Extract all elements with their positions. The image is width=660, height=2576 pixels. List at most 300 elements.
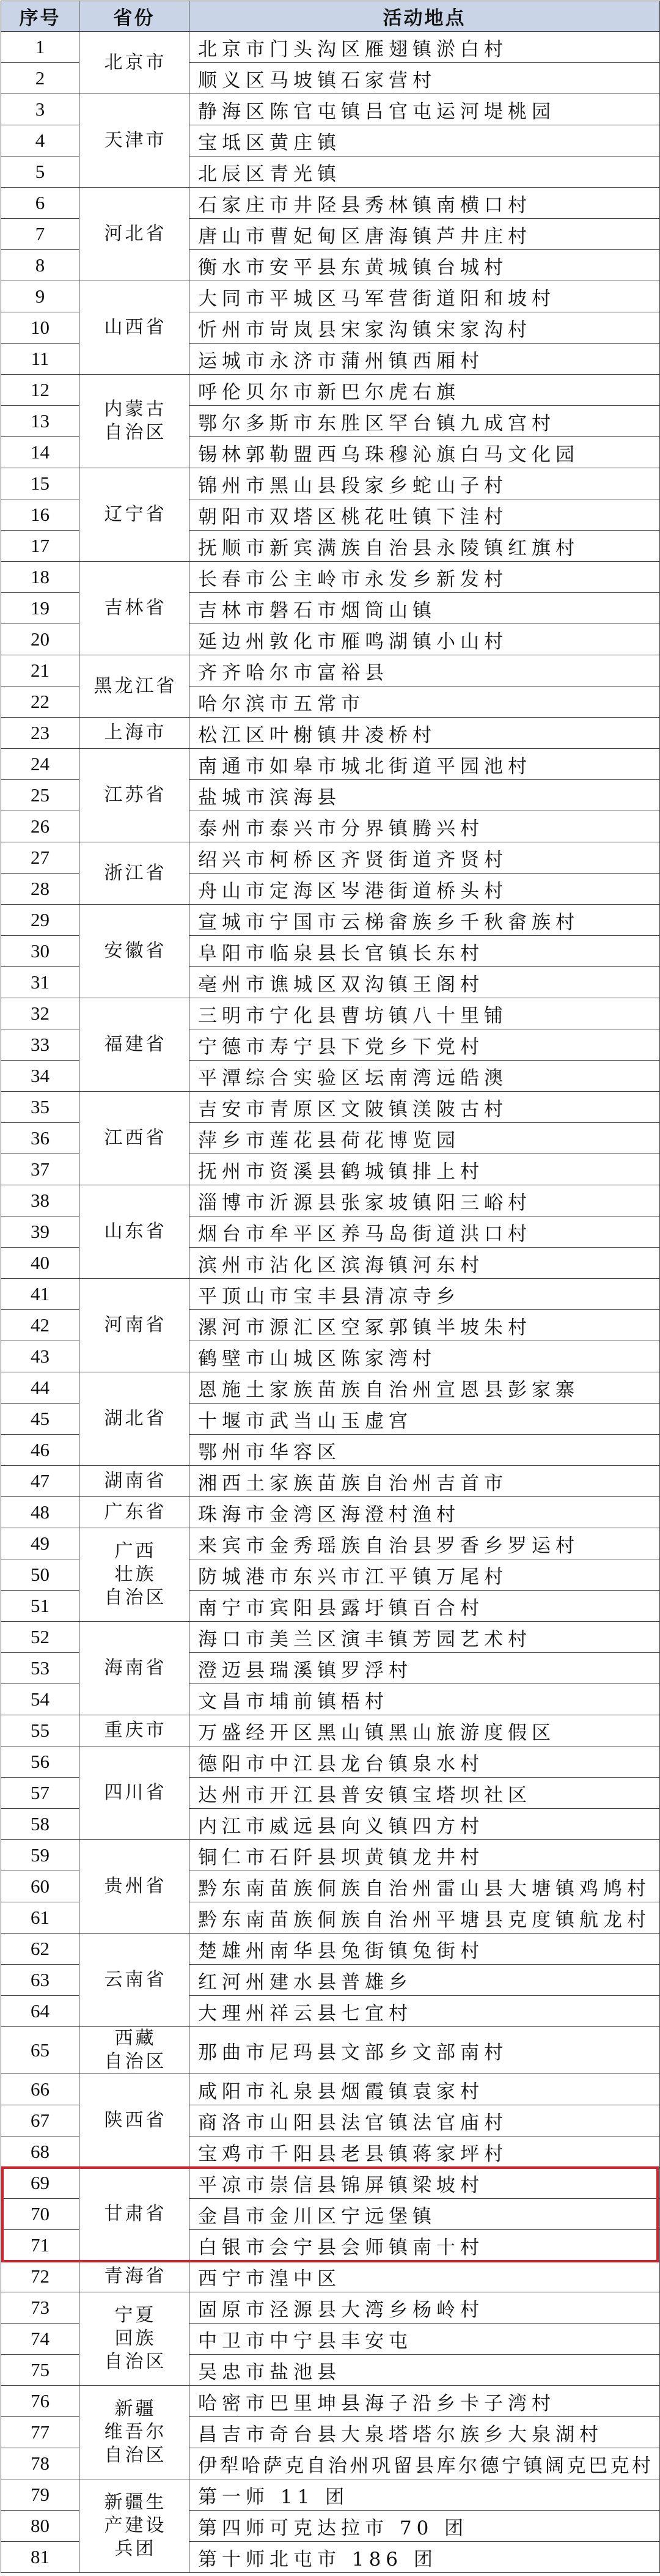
table-row <box>1 2027 660 2074</box>
province-name: 自治区 <box>104 2051 167 2072</box>
location-cell <box>189 749 660 780</box>
location-cell <box>189 1965 660 1996</box>
province-name: 自治区 <box>104 422 167 443</box>
activity-locations-table <box>1 1 660 2573</box>
activity-location: 盐城市滨海县 <box>198 786 341 809</box>
location-cell <box>189 437 660 468</box>
row-number: 7 <box>1 219 79 250</box>
row-number: 35 <box>1 1092 79 1123</box>
province-name: 广东省 <box>104 1501 167 1523</box>
province-name: 四川省 <box>104 1782 167 1803</box>
activity-location: 黔东南苗族侗族自治州雷山县大塘镇鸡鸠村 <box>198 1877 651 1900</box>
activity-location: 呼伦贝尔市新巴尔虎右旗 <box>198 381 460 403</box>
table-row <box>1 281 660 312</box>
location-cell <box>189 1466 660 1497</box>
activity-location: 金昌市金川区宁远堡镇 <box>198 2205 436 2228</box>
activity-location: 鄂尔多斯市东胜区罕台镇九成宫村 <box>198 412 556 435</box>
row-number: 71 <box>1 2230 79 2261</box>
location-cell <box>189 1279 660 1310</box>
province-cell <box>79 1934 189 2027</box>
province-cell <box>79 2074 189 2168</box>
activity-location: 那曲市尼玛县文部乡文部南村 <box>198 2041 508 2064</box>
location-cell <box>189 1404 660 1435</box>
province-name: 西藏 <box>114 2028 156 2049</box>
activity-location: 恩施土家族苗族自治州宣恩县彭家寨 <box>198 1378 579 1401</box>
location-cell <box>189 2479 660 2511</box>
location-cell <box>189 593 660 624</box>
activity-location: 达州市开江县普安镇宝塔坝社区 <box>198 1784 532 1806</box>
activity-locations-table-container <box>0 1 660 2573</box>
activity-location: 咸阳市礼泉县烟霞镇袁家村 <box>198 2080 484 2103</box>
row-number: 66 <box>1 2074 79 2105</box>
row-number: 34 <box>1 1061 79 1092</box>
row-number: 52 <box>1 1622 79 1653</box>
province-cell <box>79 32 189 94</box>
table-row <box>1 1715 660 1746</box>
province-name: 维吾尔 <box>104 2421 167 2443</box>
table-row <box>1 1466 660 1497</box>
location-cell <box>189 811 660 842</box>
activity-location: 珠海市金湾区海澄村渔村 <box>198 1503 460 1526</box>
row-number: 76 <box>1 2386 79 2417</box>
row-number: 48 <box>1 1497 79 1528</box>
row-number: 49 <box>1 1528 79 1559</box>
row-number: 23 <box>1 718 79 749</box>
activity-location: 长春市公主岭市永发乡新发村 <box>198 568 508 591</box>
row-number: 12 <box>1 375 79 406</box>
location-cell <box>189 1248 660 1279</box>
activity-location: 固原市泾源县大湾乡杨岭村 <box>198 2298 484 2321</box>
row-number: 24 <box>1 749 79 780</box>
activity-location: 宁德市寿宁县下党乡下党村 <box>198 1036 484 1058</box>
row-number: 51 <box>1 1591 79 1622</box>
activity-location: 黔东南苗族侗族自治州平塘县克度镇航龙村 <box>198 1908 651 1931</box>
location-cell <box>189 1840 660 1871</box>
activity-location: 澄迈县瑞溪镇罗浮村 <box>198 1659 413 1682</box>
activity-location: 第十师北屯市 186 团 <box>198 2548 438 2570</box>
province-name: 宁夏 <box>114 2305 156 2326</box>
table-row <box>1 1622 660 1653</box>
activity-location: 大理州祥云县七宜村 <box>198 2002 413 2025</box>
activity-location: 楚雄州南华县兔街镇兔街村 <box>198 1940 484 1962</box>
row-number: 13 <box>1 406 79 437</box>
province-name: 新疆 <box>114 2398 156 2420</box>
province-name: 云南省 <box>104 1969 167 1990</box>
province-cell <box>79 1092 189 1185</box>
row-number: 41 <box>1 1279 79 1310</box>
province-cell <box>79 562 189 655</box>
row-number: 26 <box>1 811 79 842</box>
row-number: 46 <box>1 1435 79 1466</box>
activity-location: 烟台市牟平区养马岛街道洪口村 <box>198 1223 532 1245</box>
location-cell <box>189 2417 660 2448</box>
table-row <box>1 1092 660 1123</box>
province-name: 海南省 <box>104 1657 167 1679</box>
activity-location: 吉林市磐石市烟筒山镇 <box>198 599 436 622</box>
location-cell <box>189 624 660 655</box>
location-cell <box>189 2027 660 2074</box>
location-cell <box>189 219 660 250</box>
activity-location: 萍乡市莲花县荷花博览园 <box>198 1129 460 1152</box>
province-name: 天津市 <box>104 130 167 151</box>
activity-location: 泰州市泰兴市分界镇腾兴村 <box>198 817 484 840</box>
province-cell <box>79 1840 189 1934</box>
activity-location: 大同市平城区马军营街道阳和坡村 <box>198 287 556 310</box>
activity-location: 唐山市曹妃甸区唐海镇芦井庄村 <box>198 225 532 248</box>
province-cell <box>79 842 189 905</box>
activity-location: 忻州市岢岚县宋家沟镇宋家沟村 <box>198 318 532 341</box>
location-cell <box>189 2074 660 2105</box>
location-cell <box>189 1934 660 1965</box>
table-row <box>1 842 660 874</box>
location-cell <box>189 1809 660 1840</box>
province-cell <box>79 905 189 998</box>
activity-location: 万盛经开区黑山镇黑山旅游度假区 <box>198 1721 556 1744</box>
row-number: 6 <box>1 188 79 219</box>
activity-location: 湘西土家族苗族自治州吉首市 <box>198 1472 508 1495</box>
location-cell <box>189 468 660 499</box>
location-cell <box>189 655 660 686</box>
province-name: 上海市 <box>104 722 167 743</box>
activity-location: 德阳市中江县龙台镇泉水村 <box>198 1753 484 1775</box>
row-number: 8 <box>1 250 79 281</box>
row-number: 78 <box>1 2448 79 2479</box>
location-cell <box>189 2168 660 2199</box>
activity-location: 鹤壁市山城区陈家湾村 <box>198 1347 436 1370</box>
table-row <box>1 2386 660 2417</box>
table-row <box>1 2168 660 2199</box>
province-name: 重庆市 <box>104 1720 167 1741</box>
province-cell <box>79 2027 189 2074</box>
activity-location: 石家庄市井陉县秀林镇南横口村 <box>198 194 532 216</box>
table-row <box>1 32 660 63</box>
row-number: 21 <box>1 655 79 686</box>
row-number: 9 <box>1 281 79 312</box>
activity-location: 阜阳市临泉县长官镇长东村 <box>198 942 484 965</box>
province-cell <box>79 1746 189 1840</box>
row-number: 32 <box>1 998 79 1029</box>
activity-location: 南宁市宾阳县露圩镇百合村 <box>198 1597 484 1619</box>
row-number: 57 <box>1 1778 79 1809</box>
table-row <box>1 468 660 499</box>
province-name: 河北省 <box>104 223 167 245</box>
province-cell <box>79 2168 189 2261</box>
table-row <box>1 655 660 686</box>
row-number: 33 <box>1 1029 79 1061</box>
row-number: 20 <box>1 624 79 655</box>
location-cell <box>189 312 660 344</box>
location-cell <box>189 2511 660 2542</box>
row-number: 79 <box>1 2479 79 2511</box>
table-row <box>1 1528 660 1559</box>
activity-location: 哈尔滨市五常市 <box>198 693 365 715</box>
location-cell <box>189 1715 660 1746</box>
province-name: 辽宁省 <box>104 504 167 525</box>
row-number: 5 <box>1 156 79 188</box>
location-cell <box>189 1029 660 1061</box>
location-cell <box>189 375 660 406</box>
province-name: 广西 <box>114 1540 156 1562</box>
province-name: 河南省 <box>104 1314 167 1336</box>
location-cell <box>189 1871 660 1902</box>
row-number: 55 <box>1 1715 79 1746</box>
location-cell <box>189 531 660 562</box>
location-cell <box>189 1092 660 1123</box>
table-row <box>1 2292 660 2324</box>
activity-location: 滨州市沾化区滨海镇河东村 <box>198 1254 484 1276</box>
row-number: 73 <box>1 2292 79 2324</box>
row-number: 80 <box>1 2511 79 2542</box>
location-cell <box>189 1778 660 1809</box>
row-number: 62 <box>1 1934 79 1965</box>
row-number: 29 <box>1 905 79 936</box>
row-number: 59 <box>1 1840 79 1871</box>
row-number: 37 <box>1 1154 79 1185</box>
province-cell <box>79 2479 189 2573</box>
activity-location: 运城市永济市蒲州镇西厢村 <box>198 350 484 372</box>
location-cell <box>189 842 660 874</box>
location-cell <box>189 32 660 63</box>
province-cell <box>79 94 189 188</box>
province-cell <box>79 1622 189 1715</box>
activity-location: 抚州市资溪县鹤城镇排上村 <box>198 1160 484 1183</box>
row-number: 16 <box>1 499 79 531</box>
table-body <box>1 32 660 2573</box>
activity-location: 哈密市巴里坤县海子沿乡卡子湾村 <box>198 2392 556 2415</box>
row-number: 54 <box>1 1684 79 1715</box>
activity-location: 海口市美兰区演丰镇芳园艺术村 <box>198 1628 532 1650</box>
row-number: 18 <box>1 562 79 593</box>
province-name: 回族 <box>114 2328 156 2349</box>
row-number: 43 <box>1 1341 79 1372</box>
activity-location: 平凉市崇信县锦屏镇梁坡村 <box>198 2174 484 2196</box>
location-cell <box>189 780 660 811</box>
province-name: 浙江省 <box>104 862 167 884</box>
province-name: 北京市 <box>104 51 167 73</box>
location-cell <box>189 1653 660 1684</box>
activity-location: 西宁市湟中区 <box>198 2267 341 2290</box>
row-number: 65 <box>1 2027 79 2074</box>
activity-location: 来宾市金秀瑶族自治县罗香乡罗运村 <box>198 1534 579 1557</box>
row-number: 28 <box>1 874 79 905</box>
province-name: 福建省 <box>104 1034 167 1055</box>
location-cell <box>189 874 660 905</box>
activity-location: 文昌市埔前镇梧村 <box>198 1690 389 1713</box>
province-cell <box>79 718 189 749</box>
activity-location: 平潭综合实验区坛南湾远皓澳 <box>198 1067 508 1089</box>
row-number: 38 <box>1 1185 79 1216</box>
row-number: 40 <box>1 1248 79 1279</box>
province-name: 新疆生 <box>104 2492 167 2513</box>
location-cell <box>189 2199 660 2230</box>
location-cell <box>189 1684 660 1715</box>
row-number: 72 <box>1 2261 79 2292</box>
activity-location: 宝鸡市千阳县老县镇蒋家坪村 <box>198 2143 508 2165</box>
row-number: 50 <box>1 1559 79 1591</box>
row-number: 69 <box>1 2168 79 2199</box>
activity-location: 齐齐哈尔市富裕县 <box>198 661 389 684</box>
table-row <box>1 1279 660 1310</box>
location-cell <box>189 1902 660 1934</box>
activity-location: 顺义区马坡镇石家营村 <box>198 69 436 92</box>
row-number: 39 <box>1 1216 79 1248</box>
table-row <box>1 1185 660 1216</box>
row-number: 25 <box>1 780 79 811</box>
province-name: 自治区 <box>104 1587 167 1608</box>
table-row <box>1 562 660 593</box>
activity-location: 宝坻区黄庄镇 <box>198 131 341 154</box>
row-number: 61 <box>1 1902 79 1934</box>
province-cell <box>79 281 189 375</box>
province-name: 产建设 <box>104 2515 167 2536</box>
location-cell <box>189 936 660 967</box>
activity-location: 延边州敦化市雁鸣湖镇小山村 <box>198 630 508 653</box>
province-name: 山西省 <box>104 317 167 338</box>
row-number: 42 <box>1 1310 79 1341</box>
activity-location: 绍兴市柯桥区齐贤街道齐贤村 <box>198 848 508 871</box>
province-cell <box>79 188 189 281</box>
activity-location: 宣城市宁国市云梯畲族乡千秋畲族村 <box>198 911 579 933</box>
province-name: 湖北省 <box>104 1408 167 1429</box>
province-cell <box>79 1466 189 1497</box>
location-cell <box>189 1746 660 1778</box>
activity-location: 伊犁哈萨克自治州巩留县库尔德宁镇阔克巴克村 <box>198 2454 654 2477</box>
location-cell <box>189 281 660 312</box>
province-cell <box>79 1185 189 1279</box>
activity-location: 松江区叶榭镇井凌桥村 <box>198 724 436 746</box>
location-cell <box>189 998 660 1029</box>
table-row <box>1 2261 660 2292</box>
province-cell <box>79 1715 189 1746</box>
table-row <box>1 905 660 936</box>
province-cell <box>79 2261 189 2292</box>
table-row <box>1 2479 660 2511</box>
province-cell <box>79 1279 189 1372</box>
location-cell <box>189 344 660 375</box>
location-cell <box>189 2355 660 2386</box>
activity-location: 铜仁市石阡县坝黄镇龙井村 <box>198 1846 484 1869</box>
activity-location: 漯河市源汇区空冢郭镇半坡朱村 <box>198 1316 532 1339</box>
row-number: 68 <box>1 2136 79 2168</box>
row-number: 10 <box>1 312 79 344</box>
location-cell <box>189 1559 660 1591</box>
location-cell <box>189 1061 660 1092</box>
province-name: 陕西省 <box>104 2110 167 2131</box>
table-header <box>1 1 660 32</box>
row-number: 36 <box>1 1123 79 1154</box>
table-row <box>1 1746 660 1778</box>
province-cell <box>79 1372 189 1466</box>
table-row <box>1 1372 660 1404</box>
activity-location: 第四师可克达拉市 70 团 <box>198 2517 469 2539</box>
province-cell <box>79 375 189 468</box>
row-number: 45 <box>1 1404 79 1435</box>
activity-location: 内江市威远县向义镇四方村 <box>198 1815 484 1838</box>
table-row <box>1 2074 660 2105</box>
location-cell <box>189 2105 660 2136</box>
row-number: 60 <box>1 1871 79 1902</box>
row-number: 15 <box>1 468 79 499</box>
location-cell <box>189 250 660 281</box>
province-name: 湖南省 <box>104 1470 167 1492</box>
activity-location: 三明市宁化县曹坊镇八十里铺 <box>198 1004 508 1027</box>
location-cell <box>189 1591 660 1622</box>
location-cell <box>189 1996 660 2027</box>
location-cell <box>189 1154 660 1185</box>
activity-location: 锦州市黑山县段家乡蛇山子村 <box>198 474 508 497</box>
activity-location: 鄂州市华容区 <box>198 1441 341 1463</box>
activity-location: 北京市门头沟区雁翅镇淤白村 <box>198 38 508 61</box>
province-cell <box>79 749 189 842</box>
location-cell <box>189 2324 660 2355</box>
location-cell <box>189 1123 660 1154</box>
location-cell <box>189 188 660 219</box>
location-cell <box>189 1372 660 1404</box>
row-number: 47 <box>1 1466 79 1497</box>
province-name: 贵州省 <box>104 1875 167 1897</box>
row-number: 44 <box>1 1372 79 1404</box>
province-name: 自治区 <box>104 2445 167 2466</box>
province-name: 江西省 <box>104 1127 167 1149</box>
activity-location: 淄博市沂源县张家坡镇阳三峪村 <box>198 1191 532 1214</box>
row-number: 11 <box>1 344 79 375</box>
activity-location: 南通市如皋市城北街道平园池村 <box>198 755 532 778</box>
row-number: 1 <box>1 32 79 63</box>
row-number: 2 <box>1 63 79 94</box>
table-row <box>1 998 660 1029</box>
activity-location: 第一师 11 团 <box>198 2486 350 2508</box>
table-row <box>1 94 660 125</box>
row-number: 81 <box>1 2542 79 2573</box>
table-row <box>1 1840 660 1871</box>
location-cell <box>189 1185 660 1216</box>
row-number: 14 <box>1 437 79 468</box>
location-cell <box>189 686 660 718</box>
province-name: 兵团 <box>114 2538 156 2559</box>
row-number: 19 <box>1 593 79 624</box>
province-cell <box>79 1528 189 1622</box>
table-row <box>1 749 660 780</box>
activity-location: 北辰区青光镇 <box>198 163 341 185</box>
location-cell <box>189 718 660 749</box>
activity-location: 红河州建水县普雄乡 <box>198 1971 413 1993</box>
location-cell <box>189 125 660 156</box>
location-cell <box>189 1435 660 1466</box>
province-cell <box>79 998 189 1092</box>
location-cell <box>189 2292 660 2324</box>
row-number: 74 <box>1 2324 79 2355</box>
location-cell <box>189 1497 660 1528</box>
activity-location: 昌吉市奇台县大泉塔塔尔族乡大泉湖村 <box>198 2423 603 2446</box>
activity-location: 亳州市谯城区双沟镇王阁村 <box>198 973 484 996</box>
province-name: 山东省 <box>104 1221 167 1242</box>
location-cell <box>189 1622 660 1653</box>
location-cell <box>189 156 660 188</box>
row-number: 22 <box>1 686 79 718</box>
location-cell <box>189 63 660 94</box>
location-cell <box>189 2230 660 2261</box>
province-cell <box>79 2386 189 2479</box>
location-cell <box>189 406 660 437</box>
activity-location: 朝阳市双塔区桃花吐镇下洼村 <box>198 506 508 528</box>
province-name: 青海省 <box>104 2265 167 2287</box>
activity-location: 十堰市武当山玉虚宫 <box>198 1410 413 1432</box>
activity-location: 商洛市山阳县法官镇法官庙村 <box>198 2111 508 2134</box>
activity-location: 吴忠市盐池县 <box>198 2361 341 2383</box>
location-cell <box>189 2386 660 2417</box>
province-cell <box>79 1497 189 1528</box>
table-row <box>1 1934 660 1965</box>
